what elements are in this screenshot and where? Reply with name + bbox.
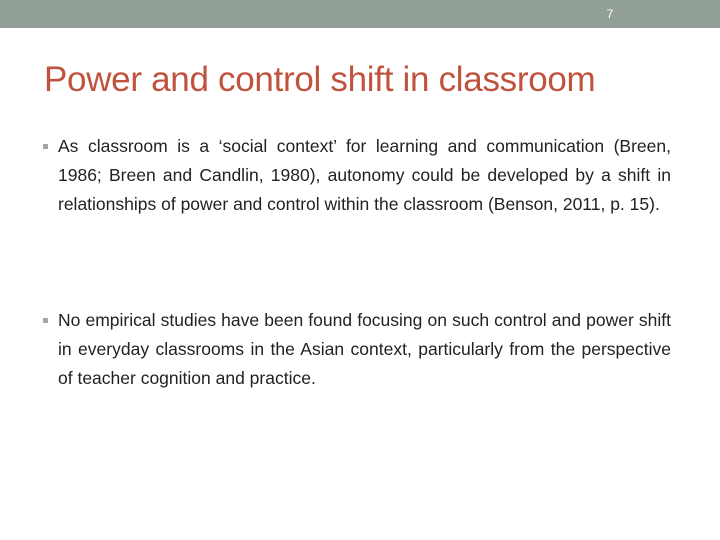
- bullet-icon: [43, 144, 48, 149]
- header-bar: [0, 0, 720, 28]
- bullet-icon: [43, 318, 48, 323]
- bullet-text: As classroom is a ‘social context’ for learning and communication (Breen, 1986; Breen and Candlin, 1980), autonomy could be developed by a shift in relationships of power and control within the classroom (Benson, 2011, p. 15).: [58, 136, 671, 214]
- bullet-text: No empirical studies have been found focusing on such control and power shift in everyday classrooms in the Asian context, particularly from the perspective of teacher cognition and practice.: [58, 310, 671, 388]
- page-number: 7: [606, 7, 614, 21]
- slide-title: Power and control shift in classroom: [44, 60, 596, 99]
- bullet-item: [58, 306, 671, 393]
- bullet-item: [58, 132, 671, 219]
